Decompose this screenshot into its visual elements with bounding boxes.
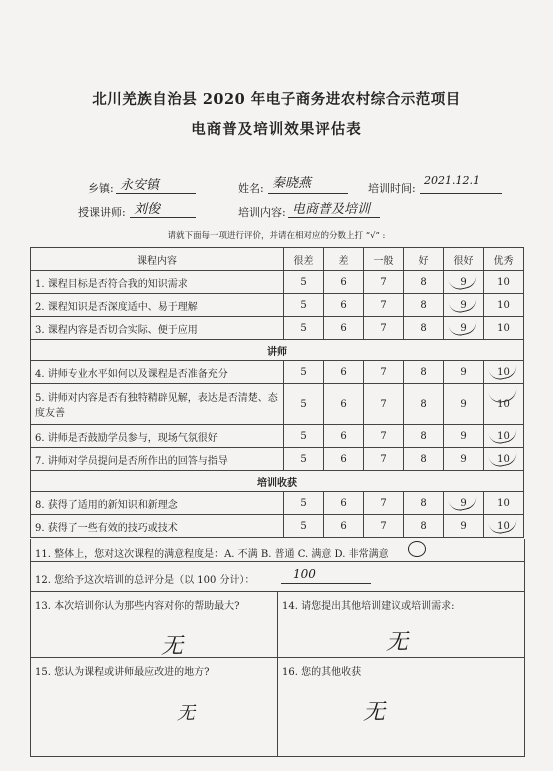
- score-cell[interactable]: [484, 492, 524, 515]
- score-cell[interactable]: [324, 294, 364, 317]
- score-cell[interactable]: [484, 317, 524, 340]
- q12-score: 100: [293, 567, 316, 581]
- score-value: 8: [420, 366, 427, 378]
- score-value: 9: [460, 276, 467, 288]
- table-header-row: [31, 248, 524, 271]
- score-value: 9: [460, 453, 467, 465]
- score-value: 8: [420, 276, 427, 288]
- check-mark: [488, 360, 519, 381]
- column-divider: [277, 591, 278, 756]
- score-value: 5: [300, 366, 307, 378]
- score-cell[interactable]: [364, 425, 404, 448]
- score-cell[interactable]: [484, 515, 524, 538]
- q15-answer: 无: [177, 703, 195, 724]
- score-cell[interactable]: [364, 448, 404, 471]
- form-subtitle: 电商普及培训效果评估表: [191, 121, 362, 138]
- score-cell[interactable]: [444, 271, 484, 294]
- score-cell[interactable]: [324, 317, 364, 340]
- criterion-text: 5. 讲师对内容是否有独特精辟见解，表达是否清楚、态度友善: [31, 384, 284, 425]
- q15-text: 15. 您认为课程或讲师最应改进的地方?: [35, 667, 210, 678]
- criterion-text: 2. 课程知识是否深度适中、易于理解: [31, 294, 284, 317]
- score-cell[interactable]: [444, 448, 484, 471]
- time-value: 2021.12.1: [424, 174, 480, 187]
- section-header-row: [31, 471, 524, 492]
- score-value: 7: [380, 322, 387, 334]
- score-cell[interactable]: [364, 271, 404, 294]
- score-value: 10: [497, 366, 510, 378]
- score-cell[interactable]: [404, 515, 444, 538]
- score-value: 9: [460, 322, 467, 334]
- score-cell[interactable]: [284, 294, 324, 317]
- score-cell[interactable]: [324, 361, 364, 384]
- header-average: 一般: [364, 248, 404, 271]
- township-value: 永安镇: [120, 178, 160, 193]
- score-value: 6: [340, 520, 347, 532]
- q12-text: 12. 您给予这次培训的总评分是（以 100 分计）：: [35, 575, 255, 586]
- q14-text: 14. 请您提出其他培训建议或培训需求:: [282, 601, 455, 612]
- score-cell[interactable]: [404, 448, 444, 471]
- content-value: 电商普及培训: [292, 202, 371, 217]
- score-cell[interactable]: [364, 492, 404, 515]
- check-mark: [488, 447, 519, 468]
- score-cell[interactable]: [484, 294, 524, 317]
- table-row: [31, 448, 524, 471]
- score-value: 8: [420, 398, 427, 410]
- score-value: 7: [380, 520, 387, 532]
- score-value: 6: [340, 398, 347, 410]
- score-cell[interactable]: [484, 384, 524, 425]
- q14-answer: 无: [386, 630, 409, 655]
- check-mark: [488, 424, 519, 445]
- score-cell[interactable]: [444, 425, 484, 448]
- score-value: 5: [300, 398, 307, 410]
- lecturer-underline: [130, 217, 196, 218]
- time-label: 培训时间:: [368, 182, 416, 195]
- header-poor: 差: [324, 248, 364, 271]
- instruction-text: 请就下面每一项进行评价，并请在相对应的分数上打 “√” :: [167, 231, 386, 241]
- score-cell[interactable]: [284, 425, 324, 448]
- criterion-text: 3. 课程内容是否切合实际、便于应用: [31, 317, 284, 340]
- table-row: [31, 425, 524, 448]
- score-value: 5: [300, 430, 307, 442]
- table-row: [31, 515, 524, 538]
- score-cell[interactable]: [364, 361, 404, 384]
- score-cell[interactable]: [284, 317, 324, 340]
- score-value: 7: [380, 299, 387, 311]
- score-cell[interactable]: [484, 271, 524, 294]
- score-cell[interactable]: [324, 425, 364, 448]
- table-row: [31, 361, 524, 384]
- score-cell[interactable]: [404, 384, 444, 425]
- score-value: 9: [460, 366, 467, 378]
- check-mark: [488, 514, 519, 535]
- township-underline: [116, 193, 196, 194]
- q13-answer: 无: [161, 634, 184, 659]
- section-header-row: [31, 340, 524, 361]
- header-good: 好: [404, 248, 444, 271]
- score-cell[interactable]: [364, 515, 404, 538]
- score-cell[interactable]: [404, 317, 444, 340]
- score-value: 6: [340, 322, 347, 334]
- score-cell[interactable]: [404, 294, 444, 317]
- form-title: 北川羌族自治县 2020 年电子商务进农村综合示范项目: [92, 91, 461, 108]
- score-value: 5: [300, 299, 307, 311]
- header-very-poor: 很差: [284, 248, 324, 271]
- score-cell[interactable]: [284, 492, 324, 515]
- score-value: 5: [300, 453, 307, 465]
- section-title: 讲师: [31, 340, 524, 361]
- score-value: 5: [300, 497, 307, 509]
- score-value: 10: [497, 430, 510, 442]
- score-cell[interactable]: [284, 515, 324, 538]
- score-value: 8: [420, 497, 427, 509]
- score-cell[interactable]: [284, 384, 324, 425]
- criterion-text: 6. 讲师是否鼓励学员参与，现场气氛很好: [31, 425, 284, 448]
- score-value: 6: [340, 453, 347, 465]
- criterion-text: 8. 获得了适用的新知识和新理念: [31, 492, 284, 515]
- score-cell[interactable]: [444, 294, 484, 317]
- q16-answer: 无: [363, 700, 386, 725]
- score-cell[interactable]: [284, 271, 324, 294]
- score-cell[interactable]: [284, 448, 324, 471]
- name-value: 秦晓燕: [272, 176, 312, 191]
- score-value: 9: [460, 430, 467, 442]
- score-value: 10: [497, 299, 510, 311]
- content-label: 培训内容:: [238, 206, 286, 219]
- score-value: 10: [497, 276, 510, 288]
- score-cell[interactable]: [404, 271, 444, 294]
- q11-text: 11. 整体上，您对这次课程的满意程度是：A. 不满 B. 普通 C. 满意 D. 非常满意: [35, 549, 389, 560]
- table-row: [31, 294, 524, 317]
- score-value: 8: [420, 520, 427, 532]
- score-cell[interactable]: [444, 515, 484, 538]
- score-cell[interactable]: [364, 294, 404, 317]
- lecturer-value: 刘俊: [134, 202, 161, 217]
- score-value: 9: [460, 520, 467, 532]
- score-value: 7: [380, 497, 387, 509]
- score-cell[interactable]: [444, 384, 484, 425]
- criterion-text: 4. 讲师专业水平如何以及课程是否准备充分: [31, 361, 284, 384]
- score-value: 5: [300, 276, 307, 288]
- q12-underline: [281, 583, 371, 584]
- table-row: [31, 271, 524, 294]
- score-value: 9: [460, 398, 467, 410]
- score-cell[interactable]: [484, 448, 524, 471]
- township-label: 乡镇:: [88, 182, 114, 195]
- score-cell[interactable]: [324, 384, 364, 425]
- score-value: 5: [300, 520, 307, 532]
- table-row: [31, 384, 524, 425]
- score-value: 7: [380, 276, 387, 288]
- score-value: 10: [497, 497, 510, 509]
- lecturer-label: 授课讲师:: [78, 206, 126, 219]
- content-underline: [288, 217, 380, 218]
- header-very-good: 很好: [444, 248, 484, 271]
- score-value: 6: [340, 497, 347, 509]
- name-label: 姓名:: [238, 182, 264, 195]
- score-cell[interactable]: [404, 425, 444, 448]
- score-value: 9: [460, 299, 467, 311]
- score-value: 8: [420, 453, 427, 465]
- score-value: 7: [380, 430, 387, 442]
- score-value: 6: [340, 299, 347, 311]
- score-cell[interactable]: [444, 361, 484, 384]
- score-cell[interactable]: [444, 492, 484, 515]
- score-cell[interactable]: [324, 448, 364, 471]
- score-value: 8: [420, 430, 427, 442]
- score-value: 7: [380, 453, 387, 465]
- check-mark: [448, 316, 479, 337]
- criterion-text: 7. 讲师对学员提问是否所作出的回答与指导: [31, 448, 284, 471]
- score-value: 6: [340, 430, 347, 442]
- score-value: 5: [300, 322, 307, 334]
- score-cell[interactable]: [484, 425, 524, 448]
- name-underline: [268, 193, 348, 194]
- score-value: 6: [340, 276, 347, 288]
- score-value: 7: [380, 366, 387, 378]
- score-cell[interactable]: [324, 515, 364, 538]
- score-cell[interactable]: [324, 271, 364, 294]
- score-value: 9: [460, 497, 467, 509]
- time-underline: [420, 193, 502, 194]
- score-value: 10: [497, 520, 510, 532]
- criterion-text: 9. 获得了一些有效的技巧或技术: [31, 515, 284, 538]
- section-title: 培训收获: [31, 471, 524, 492]
- divider: [31, 561, 524, 562]
- score-value: 10: [497, 453, 510, 465]
- criterion-text: 1. 课程目标是否符合我的知识需求: [31, 271, 284, 294]
- score-cell[interactable]: [444, 317, 484, 340]
- score-value: 8: [420, 299, 427, 311]
- score-cell[interactable]: [324, 492, 364, 515]
- choice-circle-mark: [408, 541, 426, 557]
- score-cell[interactable]: [364, 384, 404, 425]
- header-course: 课程内容: [31, 248, 284, 271]
- score-value: 10: [497, 398, 510, 410]
- score-value: 10: [497, 322, 510, 334]
- score-cell[interactable]: [484, 361, 524, 384]
- table-row: [31, 317, 524, 340]
- score-cell[interactable]: [284, 361, 324, 384]
- check-mark: [488, 383, 519, 404]
- score-value: 6: [340, 366, 347, 378]
- q13-text: 13. 本次培训你认为那些内容对你的帮助最大?: [35, 601, 240, 612]
- check-mark: [448, 270, 479, 291]
- score-cell[interactable]: [404, 492, 444, 515]
- score-value: 7: [380, 398, 387, 410]
- score-cell[interactable]: [364, 317, 404, 340]
- score-cell[interactable]: [404, 361, 444, 384]
- evaluation-table: [30, 247, 524, 538]
- table-row: [31, 492, 524, 515]
- check-mark: [448, 491, 479, 512]
- open-questions-area: [30, 539, 525, 757]
- q16-text: 16. 您的其他收获: [282, 667, 362, 678]
- check-mark: [448, 293, 479, 314]
- score-value: 8: [420, 322, 427, 334]
- header-excellent: 优秀: [484, 248, 524, 271]
